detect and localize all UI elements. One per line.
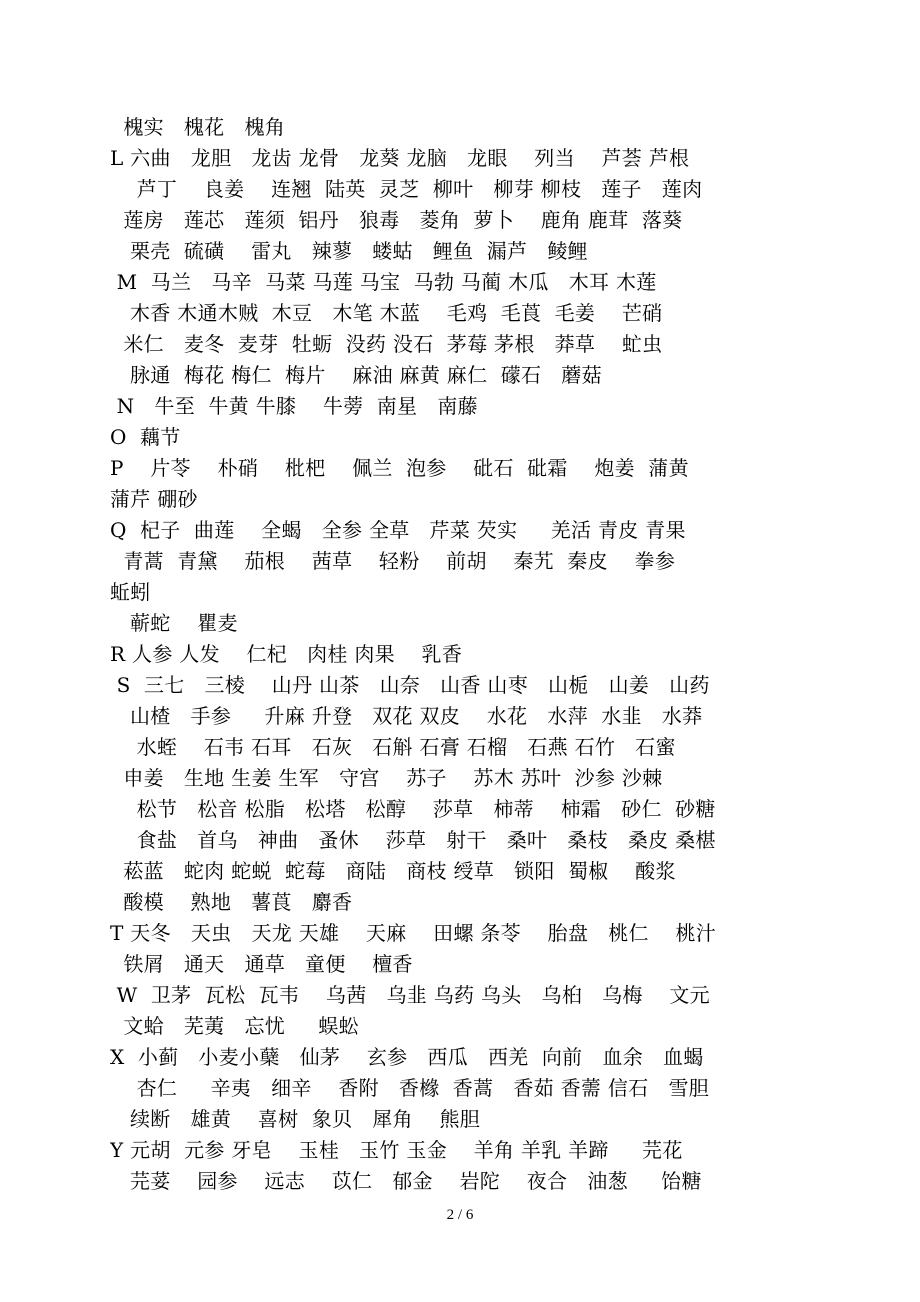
text-line: 申姜 生地 生姜 生军 守宫 苏子 苏木 苏叶 沙参 沙棘 <box>110 766 663 790</box>
text-line: 木香 木通木贼 木豆 木笔 木蓝 毛鸡 毛莨 毛姜 芒硝 <box>110 301 663 325</box>
text-line: W 卫茅 瓦松 瓦韦 乌茜 乌韭 乌药 乌头 乌桕 乌梅 文元 <box>110 983 710 1007</box>
text-line: 芫荽 园参 远志 苡仁 郁金 岩陀 夜合 油葱 饴糖 <box>110 1169 702 1193</box>
text-line: S 三七 三棱 山丹 山茶 山奈 山香 山枣 山栀 山姜 山药 <box>110 673 710 697</box>
text-line: R 人参 人发 仁杞 肉桂 肉果 乳香 <box>110 642 463 666</box>
text-line: M 马兰 马辛 马菜 马莲 马宝 马勃 马蔺 木瓜 木耳 木莲 <box>110 270 657 294</box>
text-line: 菘蓝 蛇肉 蛇蜕 蛇莓 商陆 商枝 绶草 锁阳 蜀椒 酸浆 <box>110 859 676 883</box>
text-line: 水蛭 石韦 石耳 石灰 石斛 石膏 石榴 石燕 石竹 石蜜 <box>110 735 676 759</box>
text-line: P 片苓 朴硝 枇杷 佩兰 泡参 砒石 砒霜 炮姜 蒲黄 <box>110 456 689 480</box>
text-line: O 藕节 <box>110 425 181 449</box>
text-line: 铁屑 通天 通草 童便 檀香 <box>110 952 413 976</box>
text-line: 松节 松音 松脂 松塔 松醇 莎草 柿蒂 柿霜 砂仁 砂糖 <box>110 797 716 821</box>
text-line: 文蛤 芜荑 忘忧 蜈蚣 <box>110 1014 359 1038</box>
text-line: T 天冬 天虫 天龙 天雄 天麻 田螺 条苓 胎盘 桃仁 桃汁 <box>110 921 717 945</box>
text-line: 食盐 首乌 神曲 蚤休 莎草 射干 桑叶 桑枝 桑皮 桑椹 <box>110 828 716 852</box>
text-line: 芦丁 良姜 连翘 陆英 灵芝 柳叶 柳芽 柳枝 莲子 莲肉 <box>110 177 703 201</box>
text-line: 槐实 槐花 槐角 <box>110 115 286 139</box>
text-line: 青蒿 青黛 茄根 茜草 轻粉 前胡 秦艽 秦皮 拳参 <box>110 549 676 573</box>
text-line: 蒲芹 硼砂 <box>110 487 198 511</box>
text-line: 山楂 手参 升麻 升登 双花 双皮 水花 水萍 水韭 水莽 <box>110 704 703 728</box>
text-line: 蚯蚓 <box>110 580 151 604</box>
text-line: Q 杞子 曲莲 全蝎 全参 全草 芹菜 芡实 羌活 青皮 青果 <box>110 518 686 542</box>
text-line: N 牛至 牛黄 牛膝 牛蒡 南星 南藤 <box>110 394 478 418</box>
text-line: 蕲蛇 瞿麦 <box>110 611 238 635</box>
text-line: 杏仁 辛夷 细辛 香附 香橼 香蒿 香茹 香薷 信石 雪胆 <box>110 1076 710 1100</box>
text-line: 酸模 熟地 薯莨 麝香 <box>110 890 353 914</box>
text-line: 脉通 梅花 梅仁 梅片 麻油 麻黄 麻仁 礞石 蘑菇 <box>110 363 602 387</box>
text-line: 栗壳 硫磺 雷丸 辣蓼 蝼蛄 鲤鱼 漏芦 鲮鲤 <box>110 239 588 263</box>
text-line: Y 元胡 元参 牙皂 玉桂 玉竹 玉金 羊角 羊乳 羊蹄 芫花 <box>110 1138 683 1162</box>
text-line: 米仁 麦冬 麦芽 牡蛎 没药 没石 茅莓 茅根 莽草 虻虫 <box>110 332 663 356</box>
text-line: 续断 雄黄 喜树 象贝 犀角 熊胆 <box>110 1107 481 1131</box>
text-line: 莲房 莲芯 莲须 铝丹 狼毒 菱角 萝卜 鹿角 鹿茸 落葵 <box>110 208 683 232</box>
text-line: L 六曲 龙胆 龙齿 龙骨 龙葵 龙脑 龙眼 列当 芦荟 芦根 <box>110 146 690 170</box>
text-line: X 小蓟 小麦小蘖 仙茅 玄参 西瓜 西羌 向前 血余 血蝎 <box>110 1045 704 1069</box>
page-number: 2 / 6 <box>446 1207 474 1223</box>
